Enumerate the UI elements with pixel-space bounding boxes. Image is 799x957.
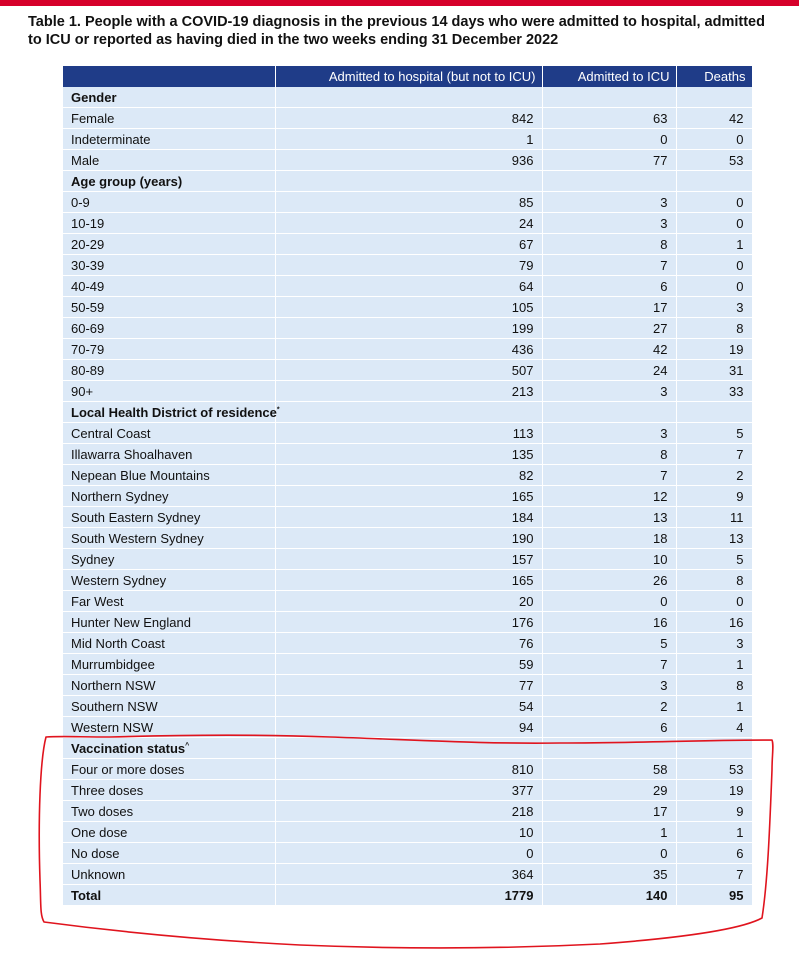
- row-label: Three doses: [63, 780, 275, 801]
- covid-hospital-table: [63, 66, 753, 906]
- value-cell: 42: [542, 339, 676, 360]
- value-cell: 8: [542, 444, 676, 465]
- value-cell: 53: [676, 759, 752, 780]
- row-label: South Eastern Sydney: [63, 507, 275, 528]
- table-row: [63, 696, 752, 717]
- table-row: [63, 528, 752, 549]
- value-cell: 165: [275, 486, 542, 507]
- row-label: 80-89: [63, 360, 275, 381]
- value-cell: 0: [676, 129, 752, 150]
- value-cell: 2: [676, 465, 752, 486]
- section-empty-cell: [542, 738, 676, 759]
- section-empty-cell: [275, 87, 542, 108]
- caption-line-1: Table 1. People with a COVID-19 diagnosis in the previous 14 days who were admitted to hospital, admitted: [28, 14, 765, 30]
- section-empty-cell: [542, 87, 676, 108]
- table-row: [63, 297, 752, 318]
- table-body: [63, 87, 752, 906]
- row-label: No dose: [63, 843, 275, 864]
- value-cell: 54: [275, 696, 542, 717]
- value-cell: 59: [275, 654, 542, 675]
- table-row: [63, 717, 752, 738]
- table-row: [63, 654, 752, 675]
- row-label: Male: [63, 150, 275, 171]
- table-caption: [28, 13, 798, 49]
- value-cell: 5: [676, 549, 752, 570]
- row-label: Sydney: [63, 549, 275, 570]
- value-cell: 5: [542, 633, 676, 654]
- table-row: [63, 486, 752, 507]
- footnote-mark: *: [276, 406, 280, 414]
- total-value: 95: [676, 885, 752, 906]
- value-cell: 64: [275, 276, 542, 297]
- value-cell: 8: [676, 570, 752, 591]
- row-label: 50-59: [63, 297, 275, 318]
- value-cell: 0: [676, 192, 752, 213]
- table-row: [63, 633, 752, 654]
- table-row: [63, 423, 752, 444]
- section-row: [63, 87, 752, 108]
- value-cell: 810: [275, 759, 542, 780]
- value-cell: 16: [542, 612, 676, 633]
- row-label: Murrumbidgee: [63, 654, 275, 675]
- table-row: [63, 192, 752, 213]
- footnote-mark: ^: [185, 742, 190, 750]
- row-label: 30-39: [63, 255, 275, 276]
- row-label: Northern NSW: [63, 675, 275, 696]
- row-label: Indeterminate: [63, 129, 275, 150]
- row-label: 10-19: [63, 213, 275, 234]
- row-label: Hunter New England: [63, 612, 275, 633]
- row-label: Northern Sydney: [63, 486, 275, 507]
- table-row: [63, 780, 752, 801]
- table-row: [63, 234, 752, 255]
- value-cell: 85: [275, 192, 542, 213]
- value-cell: 10: [275, 822, 542, 843]
- value-cell: 8: [676, 675, 752, 696]
- value-cell: 17: [542, 801, 676, 822]
- table-row: [63, 444, 752, 465]
- table-row: [63, 213, 752, 234]
- value-cell: 165: [275, 570, 542, 591]
- value-cell: 3: [542, 213, 676, 234]
- table-row: [63, 150, 752, 171]
- row-label: 20-29: [63, 234, 275, 255]
- value-cell: 135: [275, 444, 542, 465]
- value-cell: 31: [676, 360, 752, 381]
- row-label: Mid North Coast: [63, 633, 275, 654]
- value-cell: 27: [542, 318, 676, 339]
- row-label: Western NSW: [63, 717, 275, 738]
- value-cell: 6: [542, 717, 676, 738]
- value-cell: 3: [542, 423, 676, 444]
- value-cell: 1: [676, 696, 752, 717]
- row-label: Central Coast: [63, 423, 275, 444]
- table-row: [63, 591, 752, 612]
- section-title: [63, 402, 280, 423]
- value-cell: 0: [676, 255, 752, 276]
- section-empty-cell: [676, 402, 752, 423]
- row-label: 0-9: [63, 192, 275, 213]
- value-cell: 94: [275, 717, 542, 738]
- value-cell: 436: [275, 339, 542, 360]
- value-cell: 377: [275, 780, 542, 801]
- value-cell: 17: [542, 297, 676, 318]
- value-cell: 33: [676, 381, 752, 402]
- section-row: [63, 738, 752, 759]
- section-title-text: Age group (years): [71, 173, 183, 189]
- value-cell: 29: [542, 780, 676, 801]
- value-cell: 0: [676, 276, 752, 297]
- value-cell: 58: [542, 759, 676, 780]
- value-cell: 1: [676, 654, 752, 675]
- row-label: Illawarra Shoalhaven: [63, 444, 275, 465]
- row-label: 40-49: [63, 276, 275, 297]
- value-cell: 3: [676, 297, 752, 318]
- value-cell: 3: [676, 633, 752, 654]
- row-label: Southern NSW: [63, 696, 275, 717]
- total-value: 1779: [275, 885, 542, 906]
- value-cell: 0: [542, 843, 676, 864]
- value-cell: 218: [275, 801, 542, 822]
- section-title-text: Vaccination status: [71, 740, 186, 756]
- value-cell: 42: [676, 108, 752, 129]
- value-cell: 3: [542, 675, 676, 696]
- value-cell: 8: [676, 318, 752, 339]
- value-cell: 3: [542, 192, 676, 213]
- table-row: [63, 864, 752, 885]
- value-cell: 7: [676, 864, 752, 885]
- value-cell: 0: [676, 591, 752, 612]
- value-cell: 157: [275, 549, 542, 570]
- value-cell: 79: [275, 255, 542, 276]
- section-empty-cell: [275, 171, 542, 192]
- value-cell: 1: [542, 822, 676, 843]
- value-cell: 190: [275, 528, 542, 549]
- section-title-text: Local Health District of residence: [71, 404, 277, 420]
- value-cell: 113: [275, 423, 542, 444]
- row-label: Female: [63, 108, 275, 129]
- table-header-row: [63, 66, 752, 87]
- value-cell: 24: [275, 213, 542, 234]
- table-row: [63, 339, 752, 360]
- value-cell: 0: [275, 843, 542, 864]
- table-row: [63, 675, 752, 696]
- value-cell: 20: [275, 591, 542, 612]
- table-row: [63, 129, 752, 150]
- value-cell: 63: [542, 108, 676, 129]
- section-empty-cell: [542, 402, 676, 423]
- row-label: Far West: [63, 591, 275, 612]
- value-cell: 19: [676, 780, 752, 801]
- table-row: [63, 108, 752, 129]
- value-cell: 507: [275, 360, 542, 381]
- value-cell: 364: [275, 864, 542, 885]
- value-cell: 26: [542, 570, 676, 591]
- table-row: [63, 360, 752, 381]
- value-cell: 7: [542, 465, 676, 486]
- total-row: [63, 885, 752, 906]
- value-cell: 12: [542, 486, 676, 507]
- table-row: [63, 318, 752, 339]
- table-row: [63, 549, 752, 570]
- value-cell: 105: [275, 297, 542, 318]
- value-cell: 7: [542, 255, 676, 276]
- value-cell: 936: [275, 150, 542, 171]
- value-cell: 0: [542, 591, 676, 612]
- section-row: [63, 402, 752, 423]
- value-cell: 13: [542, 507, 676, 528]
- value-cell: 9: [676, 486, 752, 507]
- value-cell: 8: [542, 234, 676, 255]
- section-row: [63, 171, 752, 192]
- value-cell: 4: [676, 717, 752, 738]
- value-cell: 7: [676, 444, 752, 465]
- value-cell: 18: [542, 528, 676, 549]
- value-cell: 53: [676, 150, 752, 171]
- value-cell: 6: [542, 276, 676, 297]
- value-cell: 3: [542, 381, 676, 402]
- row-label: Two doses: [63, 801, 275, 822]
- row-label: 60-69: [63, 318, 275, 339]
- header-icu: Admitted to ICU: [542, 66, 676, 87]
- row-label: 90+: [63, 381, 275, 402]
- total-label: Total: [63, 885, 275, 906]
- value-cell: 176: [275, 612, 542, 633]
- table-row: [63, 381, 752, 402]
- table-row: [63, 276, 752, 297]
- value-cell: 0: [542, 129, 676, 150]
- section-empty-cell: [542, 171, 676, 192]
- table-row: [63, 822, 752, 843]
- section-title: [63, 738, 275, 759]
- value-cell: 67: [275, 234, 542, 255]
- value-cell: 1: [275, 129, 542, 150]
- value-cell: 6: [676, 843, 752, 864]
- table-row: [63, 759, 752, 780]
- value-cell: 1: [676, 822, 752, 843]
- row-label: Nepean Blue Mountains: [63, 465, 275, 486]
- section-empty-cell: [676, 171, 752, 192]
- value-cell: 24: [542, 360, 676, 381]
- total-value: 140: [542, 885, 676, 906]
- value-cell: 1: [676, 234, 752, 255]
- section-empty-cell: [676, 87, 752, 108]
- value-cell: 7: [542, 654, 676, 675]
- table-row: [63, 507, 752, 528]
- row-label: 70-79: [63, 339, 275, 360]
- table-row: [63, 843, 752, 864]
- table-row: [63, 801, 752, 822]
- value-cell: 2: [542, 696, 676, 717]
- value-cell: 213: [275, 381, 542, 402]
- row-label: South Western Sydney: [63, 528, 275, 549]
- value-cell: 77: [275, 675, 542, 696]
- row-label: One dose: [63, 822, 275, 843]
- value-cell: 35: [542, 864, 676, 885]
- value-cell: 82: [275, 465, 542, 486]
- value-cell: 76: [275, 633, 542, 654]
- section-empty-cell: [275, 402, 542, 423]
- value-cell: 16: [676, 612, 752, 633]
- section-title: [63, 171, 275, 192]
- value-cell: 5: [676, 423, 752, 444]
- value-cell: 842: [275, 108, 542, 129]
- section-title-text: Gender: [71, 89, 117, 105]
- value-cell: 10: [542, 549, 676, 570]
- row-label: Unknown: [63, 864, 275, 885]
- table-row: [63, 465, 752, 486]
- value-cell: 0: [676, 213, 752, 234]
- value-cell: 77: [542, 150, 676, 171]
- value-cell: 11: [676, 507, 752, 528]
- table-row: [63, 612, 752, 633]
- section-empty-cell: [676, 738, 752, 759]
- value-cell: 199: [275, 318, 542, 339]
- value-cell: 184: [275, 507, 542, 528]
- header-hospital: Admitted to hospital (but not to ICU): [275, 66, 542, 87]
- row-label: Western Sydney: [63, 570, 275, 591]
- header-category: [63, 66, 275, 87]
- top-accent-bar: [0, 0, 799, 6]
- section-empty-cell: [275, 738, 542, 759]
- header-deaths: Deaths: [676, 66, 752, 87]
- value-cell: 9: [676, 801, 752, 822]
- table-row: [63, 570, 752, 591]
- value-cell: 13: [676, 528, 752, 549]
- row-label: Four or more doses: [63, 759, 275, 780]
- section-title: [63, 87, 275, 108]
- value-cell: 19: [676, 339, 752, 360]
- caption-line-2: to ICU or reported as having died in the two weeks ending 31 December 2022: [28, 32, 559, 48]
- table-row: [63, 255, 752, 276]
